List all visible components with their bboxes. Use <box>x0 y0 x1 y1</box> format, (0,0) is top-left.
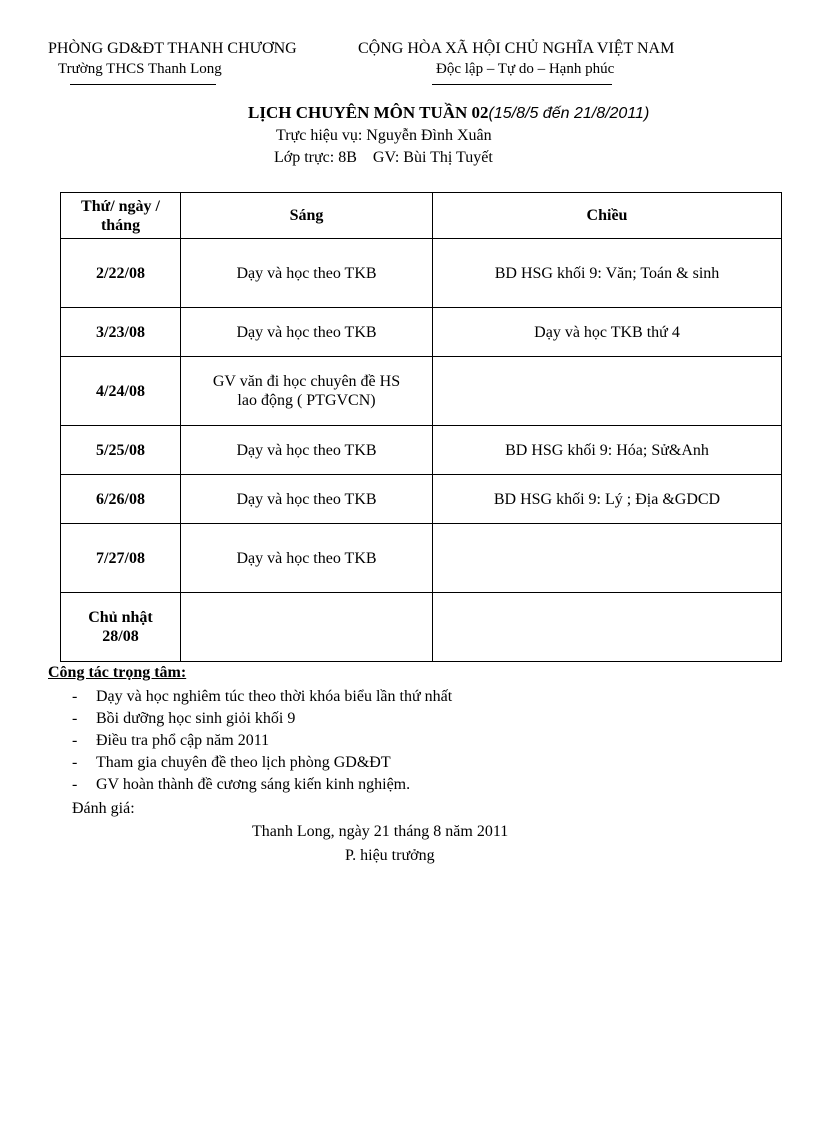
afternoon-cell: BD HSG khối 9: Lý ; Địa &GDCD <box>433 475 782 524</box>
morning-cell: GV văn đi học chuyên đề HS lao động ( PTGVCN) <box>181 357 433 426</box>
motto: Độc lập – Tự do – Hạnh phúc <box>436 61 615 77</box>
table-row <box>61 239 782 308</box>
afternoon-cell: Dạy và học TKB thứ 4 <box>433 308 782 357</box>
morning-cell: Dạy và học theo TKB <box>181 426 433 475</box>
morning-cell: Dạy và học theo TKB <box>181 308 433 357</box>
focus-title: Công tác trọng tâm: <box>48 664 187 681</box>
list-item: - Tham gia chuyên đề theo lịch phòng GD&ĐT <box>72 754 391 771</box>
title-main: LỊCH CHUYÊN MÔN TUẦN 02 <box>248 103 489 122</box>
afternoon-cell: BD HSG khối 9: Văn; Toán & sinh <box>433 239 782 308</box>
task-text: Tham gia chuyên đề theo lịch phòng GD&ĐT <box>96 754 391 771</box>
day-cell: Chủ nhật 28/08 <box>61 593 181 662</box>
evaluation-label: Đánh giá: <box>72 800 135 817</box>
motto-underline <box>432 84 612 85</box>
day-cell: 3/23/08 <box>61 308 181 357</box>
table-row <box>61 524 782 593</box>
schedule-table <box>60 192 782 662</box>
task-text: GV hoàn thành đề cương sáng kiến kinh nghiệm. <box>96 776 411 793</box>
column-header-afternoon: Chiều <box>433 193 782 239</box>
afternoon-cell <box>433 357 782 426</box>
school-name: Trường THCS Thanh Long <box>58 61 222 77</box>
morning-cell: Dạy và học theo TKB <box>181 239 433 308</box>
task-text: Điều tra phổ cập năm 2011 <box>96 732 270 749</box>
column-header-morning: Sáng <box>181 193 433 239</box>
list-item: - Bồi dưỡng học sinh giỏi khối 9 <box>72 710 296 727</box>
task-text: Bồi dưỡng học sinh giỏi khối 9 <box>96 710 296 727</box>
duty-supervisor: Trực hiệu vụ: Nguyễn Đình Xuân <box>276 127 492 144</box>
signature-place-date: Thanh Long, ngày 21 tháng 8 năm 2011 <box>252 823 509 840</box>
list-item: - GV hoàn thành đề cương sáng kiến kinh nghiệm. <box>72 776 411 793</box>
afternoon-cell <box>433 593 782 662</box>
list-item: - Điều tra phổ cập năm 2011 <box>72 732 270 749</box>
day-cell: 6/26/08 <box>61 475 181 524</box>
morning-cell: Dạy và học theo TKB <box>181 475 433 524</box>
table-row <box>61 593 782 662</box>
table-row <box>61 475 782 524</box>
table-row <box>61 357 782 426</box>
title-date-range: (15/8/5 đến 21/8/2011) <box>488 105 650 122</box>
day-cell: 7/27/08 <box>61 524 181 593</box>
country-name: CỘNG HÒA XÃ HỘI CHỦ NGHĨA VIỆT NAM <box>358 40 675 57</box>
day-cell: 5/25/08 <box>61 426 181 475</box>
table-row <box>61 426 782 475</box>
column-header-day: Thứ/ ngày / tháng <box>61 193 181 239</box>
school-underline <box>70 84 216 85</box>
day-cell: 2/22/08 <box>61 239 181 308</box>
signature-role: P. hiệu trưởng <box>345 847 435 864</box>
morning-cell <box>181 593 433 662</box>
table-header-row <box>61 193 782 239</box>
document-title <box>248 103 649 123</box>
morning-cell: Dạy và học theo TKB <box>181 524 433 593</box>
task-text: Dạy và học nghiêm túc theo thời khóa biểu lần thứ nhất <box>96 688 453 705</box>
focus-list <box>72 686 452 796</box>
table-row <box>61 308 782 357</box>
afternoon-cell <box>433 524 782 593</box>
list-item: - Dạy và học nghiêm túc theo thời khóa biểu lần thứ nhất <box>72 688 453 705</box>
department-name: PHÒNG GD&ĐT THANH CHƯƠNG <box>48 40 297 57</box>
duty-class: Lớp trực: 8B GV: Bùi Thị Tuyết <box>274 149 493 166</box>
afternoon-cell: BD HSG khối 9: Hóa; Sử&Anh <box>433 426 782 475</box>
day-cell: 4/24/08 <box>61 357 181 426</box>
